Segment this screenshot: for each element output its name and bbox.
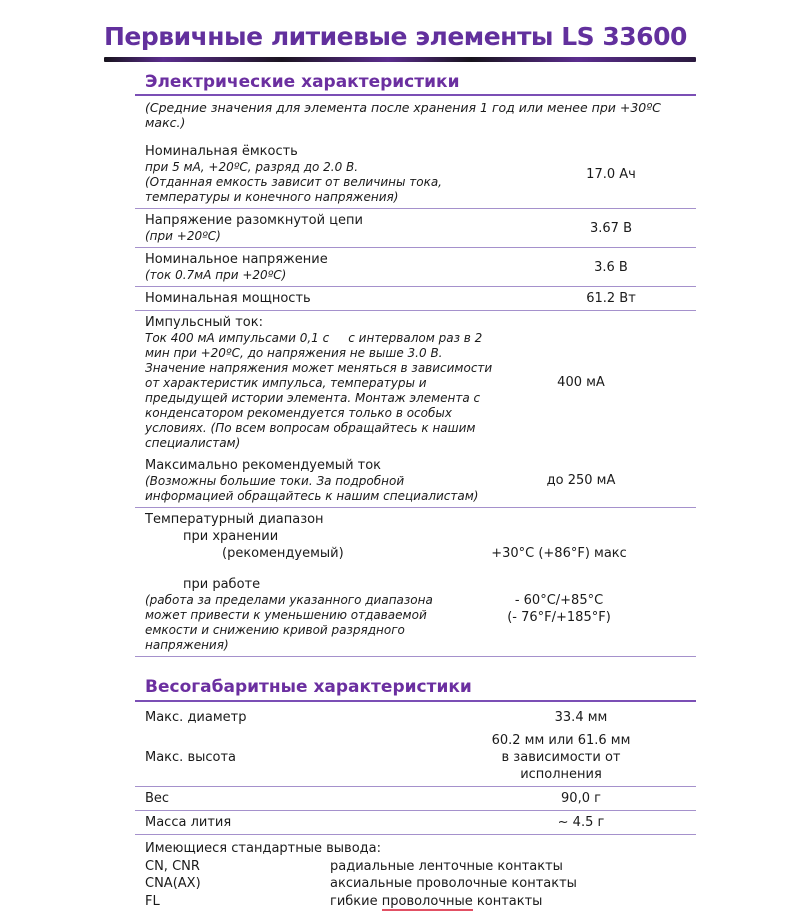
terminal-code: FL xyxy=(145,893,160,909)
pulse-current-label: Импульсный ток: xyxy=(145,315,263,331)
terminal-desc-suffix: контакты xyxy=(472,893,543,909)
table-row-max-recommended-current xyxy=(135,454,696,508)
capacity-value: 17.0 Ач xyxy=(586,166,636,182)
max-current-note: (Возможны большие токи. За подробной информацией обращайтесь к нашим специалистам) xyxy=(145,474,479,504)
table-row-open-circuit-voltage xyxy=(135,209,696,248)
max-height-value-line2: в зависимости от xyxy=(501,749,621,765)
content-area xyxy=(135,72,696,910)
max-height-label: Макс. высота xyxy=(145,749,237,765)
table-row-nominal-voltage xyxy=(135,248,696,287)
nominal-voltage-value: 3.6 В xyxy=(594,259,628,275)
table-row-capacity xyxy=(135,140,696,209)
capacity-note2: (Отданная емкость зависит от величины тока, температуры и конечного напряжения) xyxy=(145,175,442,205)
terminal-row-cn-cnr xyxy=(145,858,696,876)
temperature-range-label: Температурный диапазон xyxy=(145,512,324,528)
max-height-value-line1: 60.2 мм или 61.6 мм xyxy=(491,732,631,748)
capacity-note1: при 5 мА, +20ºС, разряд до 2.0 В. xyxy=(145,160,359,175)
ocv-value: 3.67 В xyxy=(590,220,632,236)
max-diameter-value: 33.4 мм xyxy=(554,709,608,725)
lithium-mass-label: Масса лития xyxy=(145,814,232,830)
operating-temp-value xyxy=(474,592,644,626)
storage-temp-sub-label: (рекомендуемый) xyxy=(222,546,344,562)
temperature-spacer xyxy=(145,562,696,576)
weight-value: 90,0 г xyxy=(561,790,601,806)
table-row-weight xyxy=(135,787,696,811)
table-row-temperature-range xyxy=(135,508,696,657)
terminal-row-cna-ax xyxy=(145,875,696,893)
pulse-current-note1: Ток 400 мА импульсами 0,1 с с интервалом раз в 2 мин при +20ºС, до напряжения не выше 3.0 В. xyxy=(145,331,483,361)
nominal-power-label: Номинальная мощность xyxy=(145,291,311,307)
max-height-value xyxy=(456,732,666,783)
table-row-pulse-current xyxy=(135,311,696,454)
table-row-nominal-power xyxy=(135,287,696,311)
electrical-table xyxy=(135,140,696,657)
nominal-power-value: 61.2 Вт xyxy=(586,291,636,307)
table-row-max-height xyxy=(135,729,696,787)
max-diameter-label: Макс. диаметр xyxy=(145,709,247,725)
title-rule-divider xyxy=(104,57,696,62)
ocv-note: (при +20ºС) xyxy=(145,229,221,244)
terminal-code: CN, CNR xyxy=(145,858,200,874)
pulse-current-value: 400 мА xyxy=(557,375,605,391)
weight-label: Вес xyxy=(145,790,170,806)
pulse-current-note2: Значение напряжения может меняться в зависимости от характеристик импульса, температуры и предыдущей истории элемента. Монтаж элемента с конденсатором рекомендуется только в особых условиях. (По всем вопросам обращайтесь к нашим специалистам) xyxy=(145,361,493,451)
terminal-description xyxy=(330,893,542,911)
max-height-value-line3: исполнения xyxy=(520,766,602,782)
nominal-voltage-label: Номинальное напряжение xyxy=(145,252,328,268)
lithium-mass-value: ~ 4.5 г xyxy=(557,814,605,830)
operating-temp-note: (работа за пределами указанного диапазона может привести к уменьшению отдаваемой емкости и снижению кривой разрядного напряжения) xyxy=(145,593,433,653)
operating-temp-value-fahrenheit: (- 76°F/+185°F) xyxy=(507,610,611,626)
dimensions-section-heading: Весогабаритные характеристики xyxy=(135,677,696,701)
page-title: Первичные литиевые элементы LS 33600 xyxy=(104,22,687,51)
table-row-max-diameter xyxy=(135,706,696,729)
electrical-section-heading: Электрические характеристики xyxy=(135,72,696,96)
terminal-description: аксиальные проволочные контакты xyxy=(330,876,577,892)
max-current-value: до 250 мА xyxy=(546,473,616,489)
terminal-desc-prefix: гибкие xyxy=(330,893,382,909)
terminal-desc-spellcheck-underlined: проволочные xyxy=(381,893,473,909)
table-row-lithium-mass xyxy=(135,811,696,835)
dimensions-table xyxy=(135,706,696,911)
storage-temp-label: при хранении xyxy=(183,529,279,545)
storage-temp-value: +30°C (+86°F) макс xyxy=(491,546,627,562)
terminal-description: радиальные ленточные контакты xyxy=(330,858,563,874)
max-current-label: Максимально рекомендуемый ток xyxy=(145,458,382,474)
operating-temp-value-celsius: - 60°C/+85°C xyxy=(514,593,604,609)
terminals-heading: Имеющиеся стандартные вывода: xyxy=(145,840,381,856)
operating-temp-label: при работе xyxy=(183,577,261,593)
ocv-label: Напряжение разомкнутой цепи xyxy=(145,213,363,229)
capacity-label: Номинальная ёмкость xyxy=(145,144,298,160)
terminal-code: CNA(AX) xyxy=(145,876,201,892)
standard-terminals-block xyxy=(135,835,696,911)
electrical-section-subtitle: (Средние значения для элемента после хранения 1 год или менее при +30ºС макс.) xyxy=(145,100,661,131)
terminal-row-fl xyxy=(145,893,696,911)
nominal-voltage-note: (ток 0.7мА при +20ºС) xyxy=(145,268,287,283)
